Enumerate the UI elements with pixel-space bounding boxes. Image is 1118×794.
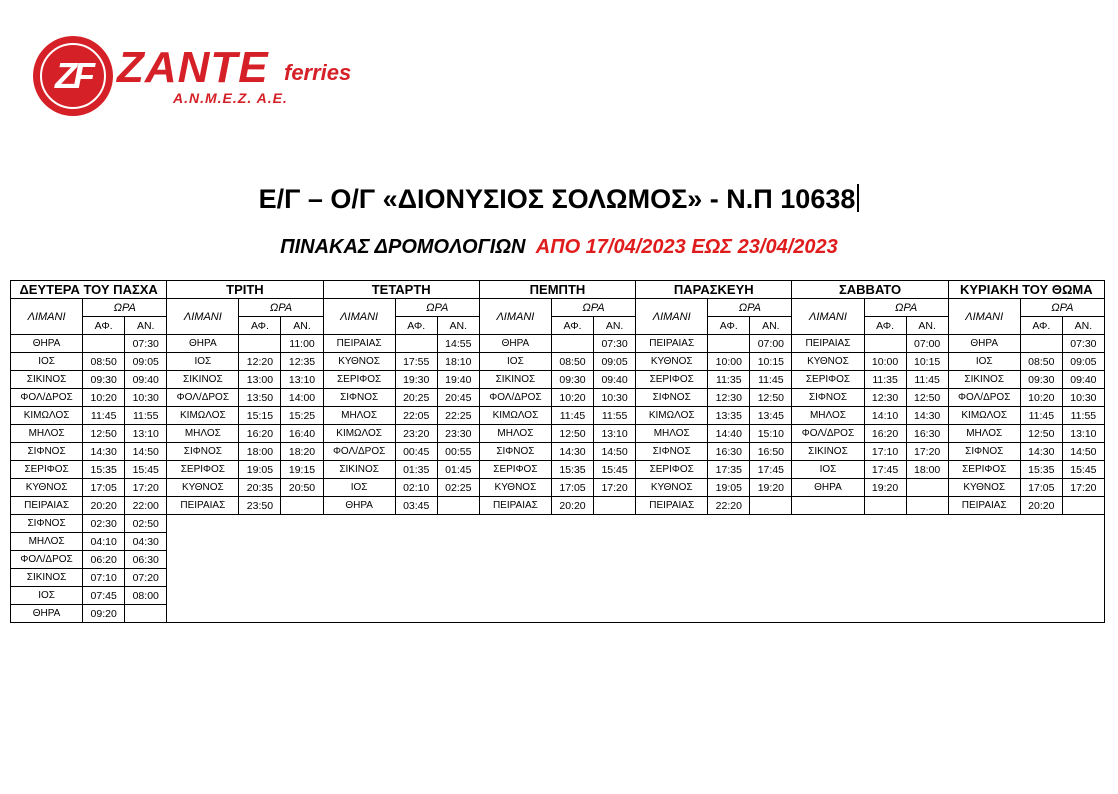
departure-cell: 23:50 [239, 497, 281, 515]
arrival-cell: 11:55 [594, 407, 636, 425]
arrival-cell: 17:20 [125, 479, 167, 497]
arrival-cell: 07:00 [750, 335, 792, 353]
port-cell: ΚΙΜΩΛΟΣ [11, 407, 83, 425]
port-cell: ΦΟΛ/ΔΡΟΣ [11, 551, 83, 569]
port-column-header: ΛΙΜΑΝΙ [636, 299, 708, 335]
arrival-cell: 14:50 [125, 443, 167, 461]
port-cell: ΠΕΙΡΑΙΑΣ [11, 497, 83, 515]
departure-cell [83, 335, 125, 353]
departure-cell: 13:50 [239, 389, 281, 407]
port-cell: ΣΕΡΙΦΟΣ [479, 461, 551, 479]
port-cell: ΚΥΘΝΟΣ [479, 479, 551, 497]
port-cell: ΣΙΚΙΝΟΣ [11, 371, 83, 389]
port-cell: ΙΟΣ [11, 353, 83, 371]
arrival-cell: 10:30 [594, 389, 636, 407]
departure-cell: 03:45 [395, 497, 437, 515]
arrival-cell: 16:40 [281, 425, 323, 443]
departure-cell: 13:00 [239, 371, 281, 389]
port-cell: ΦΟΛ/ΔΡΟΣ [792, 425, 864, 443]
departure-cell: 15:35 [1020, 461, 1062, 479]
day-header: ΠΑΡΑΣΚΕΥΗ [636, 281, 792, 299]
departure-cell: 08:50 [83, 353, 125, 371]
arrival-cell: 17:20 [594, 479, 636, 497]
arrival-cell: 07:30 [594, 335, 636, 353]
arrival-cell: 13:10 [281, 371, 323, 389]
port-cell: ΚΥΘΝΟΣ [792, 353, 864, 371]
day-header: ΤΕΤΑΡΤΗ [323, 281, 479, 299]
port-cell: ΣΙΦΝΟΣ [948, 443, 1020, 461]
port-cell: ΣΕΡΙΦΟΣ [636, 461, 708, 479]
departure-cell: 15:35 [83, 461, 125, 479]
port-cell: ΠΕΙΡΑΙΑΣ [479, 497, 551, 515]
logo-company: Α.Ν.Μ.Ε.Ζ. Α.Ε. [173, 90, 288, 106]
port-cell: ΦΟΛ/ΔΡΟΣ [948, 389, 1020, 407]
port-cell: ΜΗΛΟΣ [479, 425, 551, 443]
arrival-cell: 22:00 [125, 497, 167, 515]
port-cell: ΣΙΚΙΝΟΣ [792, 443, 864, 461]
arrival-cell: 18:10 [437, 353, 479, 371]
departure-cell: 11:45 [83, 407, 125, 425]
day-header: ΚΥΡΙΑΚΗ ΤΟΥ ΘΩΜΑ [948, 281, 1104, 299]
time-column-header: ΩΡΑ [239, 299, 323, 317]
departure-cell: 14:10 [864, 407, 906, 425]
arrival-cell: 19:15 [281, 461, 323, 479]
port-cell: ΚΙΜΩΛΟΣ [636, 407, 708, 425]
table-row [11, 515, 1105, 533]
port-cell: ΦΟΛ/ΔΡΟΣ [479, 389, 551, 407]
departure-cell: 10:20 [551, 389, 593, 407]
departure-cell [864, 335, 906, 353]
table-row [11, 335, 1105, 353]
arrival-cell: 14:50 [1062, 443, 1104, 461]
departure-cell: 17:05 [551, 479, 593, 497]
arrival-cell: 13:10 [125, 425, 167, 443]
port-cell: ΜΗΛΟΣ [636, 425, 708, 443]
departure-cell: 01:35 [395, 461, 437, 479]
departure-cell: 06:20 [83, 551, 125, 569]
table-row [11, 389, 1105, 407]
port-cell: ΣΙΦΝΟΣ [11, 515, 83, 533]
arrival-cell: 02:50 [125, 515, 167, 533]
arrival-cell [594, 497, 636, 515]
departure-cell [239, 335, 281, 353]
port-cell: ΠΕΙΡΑΙΑΣ [636, 497, 708, 515]
port-cell: ΦΟΛ/ΔΡΟΣ [11, 389, 83, 407]
table-row [11, 407, 1105, 425]
departure-header: ΑΦ. [864, 317, 906, 335]
port-cell: ΙΟΣ [479, 353, 551, 371]
departure-cell: 22:05 [395, 407, 437, 425]
port-cell: ΣΙΚΙΝΟΣ [167, 371, 239, 389]
port-cell: ΜΗΛΟΣ [167, 425, 239, 443]
port-cell: ΣΙΚΙΝΟΣ [479, 371, 551, 389]
port-column-header: ΛΙΜΑΝΙ [167, 299, 239, 335]
departure-cell: 22:20 [708, 497, 750, 515]
arrival-header: ΑΝ. [750, 317, 792, 335]
departure-cell: 10:00 [708, 353, 750, 371]
port-cell: ΘΗΡΑ [948, 335, 1020, 353]
departure-cell: 02:30 [83, 515, 125, 533]
departure-cell: 14:40 [708, 425, 750, 443]
arrival-cell: 15:25 [281, 407, 323, 425]
departure-cell: 15:15 [239, 407, 281, 425]
port-cell: ΠΕΙΡΑΙΑΣ [948, 497, 1020, 515]
departure-cell: 17:10 [864, 443, 906, 461]
departure-cell: 16:30 [708, 443, 750, 461]
arrival-header: ΑΝ. [1062, 317, 1104, 335]
arrival-cell: 14:50 [594, 443, 636, 461]
schedule-table [10, 280, 1105, 623]
arrival-cell: 10:15 [750, 353, 792, 371]
time-column-header: ΩΡΑ [395, 299, 479, 317]
departure-cell: 19:30 [395, 371, 437, 389]
port-cell: ΘΗΡΑ [323, 497, 395, 515]
port-cell: ΘΗΡΑ [11, 605, 83, 623]
departure-cell: 12:30 [864, 389, 906, 407]
port-cell: ΣΕΡΙΦΟΣ [11, 461, 83, 479]
arrival-cell: 09:40 [594, 371, 636, 389]
arrival-cell: 20:50 [281, 479, 323, 497]
arrival-cell: 11:00 [281, 335, 323, 353]
port-cell: ΚΥΘΝΟΣ [948, 479, 1020, 497]
port-column-header: ΛΙΜΑΝΙ [11, 299, 83, 335]
arrival-cell: 17:20 [1062, 479, 1104, 497]
arrival-cell [750, 497, 792, 515]
port-cell: ΣΕΡΙΦΟΣ [636, 371, 708, 389]
arrival-cell: 17:20 [906, 443, 948, 461]
port-cell [792, 497, 864, 515]
arrival-cell: 09:05 [125, 353, 167, 371]
departure-cell: 07:10 [83, 569, 125, 587]
departure-cell: 09:30 [1020, 371, 1062, 389]
arrival-cell: 07:30 [1062, 335, 1104, 353]
departure-cell [551, 335, 593, 353]
departure-cell: 14:30 [83, 443, 125, 461]
arrival-cell: 18:20 [281, 443, 323, 461]
port-cell: ΠΕΙΡΑΙΑΣ [167, 497, 239, 515]
port-cell: ΚΙΜΩΛΟΣ [167, 407, 239, 425]
arrival-cell: 13:10 [1062, 425, 1104, 443]
port-cell: ΠΕΙΡΑΙΑΣ [323, 335, 395, 353]
port-cell: ΜΗΛΟΣ [948, 425, 1020, 443]
arrival-cell: 11:55 [125, 407, 167, 425]
port-cell: ΣΙΚΙΝΟΣ [323, 461, 395, 479]
port-cell: ΚΙΜΩΛΟΣ [479, 407, 551, 425]
arrival-cell: 19:40 [437, 371, 479, 389]
departure-cell: 12:20 [239, 353, 281, 371]
arrival-cell: 20:45 [437, 389, 479, 407]
arrival-cell: 04:30 [125, 533, 167, 551]
departure-cell: 04:10 [83, 533, 125, 551]
arrival-header: ΑΝ. [125, 317, 167, 335]
departure-cell: 15:35 [551, 461, 593, 479]
arrival-cell: 13:10 [594, 425, 636, 443]
port-cell: ΣΙΦΝΟΣ [323, 389, 395, 407]
departure-cell: 11:45 [551, 407, 593, 425]
arrival-cell: 00:55 [437, 443, 479, 461]
arrival-cell: 22:25 [437, 407, 479, 425]
port-cell: ΙΟΣ [948, 353, 1020, 371]
arrival-cell [906, 497, 948, 515]
arrival-cell: 11:55 [1062, 407, 1104, 425]
table-row [11, 497, 1105, 515]
port-cell: ΙΟΣ [323, 479, 395, 497]
time-column-header: ΩΡΑ [864, 299, 948, 317]
arrival-cell: 10:15 [906, 353, 948, 371]
time-column-header: ΩΡΑ [551, 299, 635, 317]
table-row [11, 353, 1105, 371]
port-cell: ΣΕΡΙΦΟΣ [792, 371, 864, 389]
departure-cell: 07:45 [83, 587, 125, 605]
title-text: Ε/Γ – Ο/Γ «ΔΙΟΝΥΣΙΟΣ ΣΟΛΩΜΟΣ» - Ν.Π 10638 [258, 184, 856, 214]
arrival-header: ΑΝ. [594, 317, 636, 335]
departure-cell: 17:45 [864, 461, 906, 479]
time-column-header: ΩΡΑ [708, 299, 792, 317]
arrival-cell: 15:10 [750, 425, 792, 443]
port-cell: ΜΗΛΟΣ [323, 407, 395, 425]
arrival-cell: 07:30 [125, 335, 167, 353]
departure-header: ΑΦ. [239, 317, 281, 335]
arrival-cell [281, 497, 323, 515]
departure-cell: 11:35 [708, 371, 750, 389]
port-column-header: ΛΙΜΑΝΙ [792, 299, 864, 335]
departure-cell [708, 335, 750, 353]
departure-cell: 02:10 [395, 479, 437, 497]
table-row [11, 371, 1105, 389]
arrival-cell: 14:55 [437, 335, 479, 353]
arrival-cell [1062, 497, 1104, 515]
departure-cell: 10:20 [83, 389, 125, 407]
port-column-header: ΛΙΜΑΝΙ [948, 299, 1020, 335]
departure-cell: 23:20 [395, 425, 437, 443]
port-cell: ΘΗΡΑ [11, 335, 83, 353]
day-header: ΤΡΙΤΗ [167, 281, 323, 299]
departure-header: ΑΦ. [1020, 317, 1062, 335]
departure-cell: 11:35 [864, 371, 906, 389]
arrival-cell: 07:00 [906, 335, 948, 353]
column-header-row [11, 299, 1105, 317]
departure-cell: 09:20 [83, 605, 125, 623]
port-cell: ΚΙΜΩΛΟΣ [323, 425, 395, 443]
port-cell: ΜΗΛΟΣ [11, 533, 83, 551]
arrival-cell: 12:35 [281, 353, 323, 371]
port-cell: ΘΗΡΑ [167, 335, 239, 353]
arrival-cell: 10:30 [1062, 389, 1104, 407]
departure-cell [864, 497, 906, 515]
port-cell: ΙΟΣ [792, 461, 864, 479]
logo-emblem-icon [33, 36, 113, 116]
port-cell: ΠΕΙΡΑΙΑΣ [792, 335, 864, 353]
departure-cell: 19:20 [864, 479, 906, 497]
departure-cell: 12:50 [83, 425, 125, 443]
port-column-header: ΛΙΜΑΝΙ [323, 299, 395, 335]
departure-cell: 18:00 [239, 443, 281, 461]
port-cell: ΚΙΜΩΛΟΣ [948, 407, 1020, 425]
arrival-cell [906, 479, 948, 497]
departure-cell: 14:30 [1020, 443, 1062, 461]
day-header: ΔΕΥΤΕΡΑ ΤΟΥ ΠΑΣΧΑ [11, 281, 167, 299]
arrival-header: ΑΝ. [906, 317, 948, 335]
table-row [11, 425, 1105, 443]
port-cell: ΣΙΦΝΟΣ [792, 389, 864, 407]
arrival-cell: 18:00 [906, 461, 948, 479]
arrival-cell: 23:30 [437, 425, 479, 443]
departure-header: ΑΦ. [551, 317, 593, 335]
port-cell: ΣΙΦΝΟΣ [636, 443, 708, 461]
port-cell: ΘΗΡΑ [792, 479, 864, 497]
arrival-header: ΑΝ. [437, 317, 479, 335]
arrival-cell: 16:50 [750, 443, 792, 461]
arrival-cell: 09:40 [1062, 371, 1104, 389]
departure-header: ΑΦ. [395, 317, 437, 335]
departure-cell: 12:50 [551, 425, 593, 443]
departure-cell: 12:30 [708, 389, 750, 407]
arrival-cell: 12:50 [906, 389, 948, 407]
departure-cell: 19:05 [239, 461, 281, 479]
port-cell: ΣΙΦΝΟΣ [167, 443, 239, 461]
port-cell: ΣΙΚΙΝΟΣ [11, 569, 83, 587]
subtitle-label: ΠΙΝΑΚΑΣ ΔΡΟΜΟΛΟΓΙΩΝ [280, 236, 526, 258]
day-header: ΣΑΒΒΑΤΟ [792, 281, 948, 299]
arrival-cell: 15:45 [1062, 461, 1104, 479]
departure-cell: 20:20 [551, 497, 593, 515]
departure-cell: 20:25 [395, 389, 437, 407]
departure-cell: 13:35 [708, 407, 750, 425]
arrival-cell: 19:20 [750, 479, 792, 497]
departure-cell: 20:20 [83, 497, 125, 515]
departure-cell: 20:35 [239, 479, 281, 497]
departure-cell: 20:20 [1020, 497, 1062, 515]
time-column-header: ΩΡΑ [1020, 299, 1104, 317]
departure-cell [1020, 335, 1062, 353]
port-cell: ΘΗΡΑ [479, 335, 551, 353]
arrival-cell: 08:00 [125, 587, 167, 605]
departure-cell: 17:05 [1020, 479, 1062, 497]
logo-brand: ZANTE [117, 43, 269, 92]
arrival-cell: 16:30 [906, 425, 948, 443]
day-header: ΠΕΜΠΤΗ [479, 281, 635, 299]
departure-cell: 09:30 [551, 371, 593, 389]
arrival-cell: 06:30 [125, 551, 167, 569]
arrival-cell: 09:05 [594, 353, 636, 371]
port-cell: ΣΕΡΙΦΟΣ [323, 371, 395, 389]
port-cell: ΣΕΡΙΦΟΣ [948, 461, 1020, 479]
port-cell: ΠΕΙΡΑΙΑΣ [636, 335, 708, 353]
text-cursor [857, 184, 859, 212]
arrival-cell [125, 605, 167, 623]
port-cell: ΚΥΘΝΟΣ [323, 353, 395, 371]
document-subtitle [0, 236, 1118, 259]
departure-cell: 10:00 [864, 353, 906, 371]
arrival-cell: 15:45 [125, 461, 167, 479]
port-cell: ΦΟΛ/ΔΡΟΣ [167, 389, 239, 407]
departure-cell [395, 335, 437, 353]
empty-area [167, 515, 1105, 623]
logo-mark: ZF [40, 43, 106, 109]
arrival-cell: 02:25 [437, 479, 479, 497]
departure-cell: 11:45 [1020, 407, 1062, 425]
port-cell: ΚΥΘΝΟΣ [636, 479, 708, 497]
departure-cell: 14:30 [551, 443, 593, 461]
arrival-cell: 09:05 [1062, 353, 1104, 371]
port-cell: ΣΙΦΝΟΣ [479, 443, 551, 461]
arrival-cell: 17:45 [750, 461, 792, 479]
port-cell: ΣΙΦΝΟΣ [11, 443, 83, 461]
table-row [11, 461, 1105, 479]
port-cell: ΜΗΛΟΣ [11, 425, 83, 443]
arrival-cell: 13:45 [750, 407, 792, 425]
arrival-cell: 11:45 [750, 371, 792, 389]
departure-cell: 17:55 [395, 353, 437, 371]
subtitle-dates: ΑΠΟ 17/04/2023 ΕΩΣ 23/04/2023 [535, 236, 838, 258]
table-row [11, 479, 1105, 497]
logo-suffix: ferries [284, 60, 352, 85]
departure-cell: 09:30 [83, 371, 125, 389]
port-column-header: ΛΙΜΑΝΙ [479, 299, 551, 335]
arrival-cell: 11:45 [906, 371, 948, 389]
arrival-cell: 07:20 [125, 569, 167, 587]
arrival-cell: 09:40 [125, 371, 167, 389]
table-row [11, 443, 1105, 461]
departure-header: ΑΦ. [708, 317, 750, 335]
port-cell: ΜΗΛΟΣ [792, 407, 864, 425]
port-cell: ΦΟΛ/ΔΡΟΣ [323, 443, 395, 461]
departure-cell: 16:20 [864, 425, 906, 443]
arrival-cell [437, 497, 479, 515]
departure-cell: 17:05 [83, 479, 125, 497]
time-column-header: ΩΡΑ [83, 299, 167, 317]
arrival-cell: 14:00 [281, 389, 323, 407]
zante-ferries-logo [33, 36, 433, 126]
arrival-cell: 10:30 [125, 389, 167, 407]
departure-cell: 08:50 [1020, 353, 1062, 371]
arrival-header: ΑΝ. [281, 317, 323, 335]
departure-cell: 08:50 [551, 353, 593, 371]
port-cell: ΣΙΦΝΟΣ [636, 389, 708, 407]
departure-cell: 00:45 [395, 443, 437, 461]
port-cell: ΚΥΘΝΟΣ [11, 479, 83, 497]
port-cell: ΚΥΘΝΟΣ [167, 479, 239, 497]
day-header-row [11, 281, 1105, 299]
departure-cell: 19:05 [708, 479, 750, 497]
port-cell: ΣΕΡΙΦΟΣ [167, 461, 239, 479]
arrival-cell: 14:30 [906, 407, 948, 425]
port-cell: ΣΙΚΙΝΟΣ [948, 371, 1020, 389]
departure-cell: 17:35 [708, 461, 750, 479]
document-title [0, 184, 1118, 215]
departure-cell: 10:20 [1020, 389, 1062, 407]
departure-header: ΑΦ. [83, 317, 125, 335]
port-cell: ΙΟΣ [11, 587, 83, 605]
arrival-cell: 15:45 [594, 461, 636, 479]
arrival-cell: 12:50 [750, 389, 792, 407]
departure-cell: 12:50 [1020, 425, 1062, 443]
departure-cell: 16:20 [239, 425, 281, 443]
port-cell: ΚΥΘΝΟΣ [636, 353, 708, 371]
port-cell: ΙΟΣ [167, 353, 239, 371]
arrival-cell: 01:45 [437, 461, 479, 479]
